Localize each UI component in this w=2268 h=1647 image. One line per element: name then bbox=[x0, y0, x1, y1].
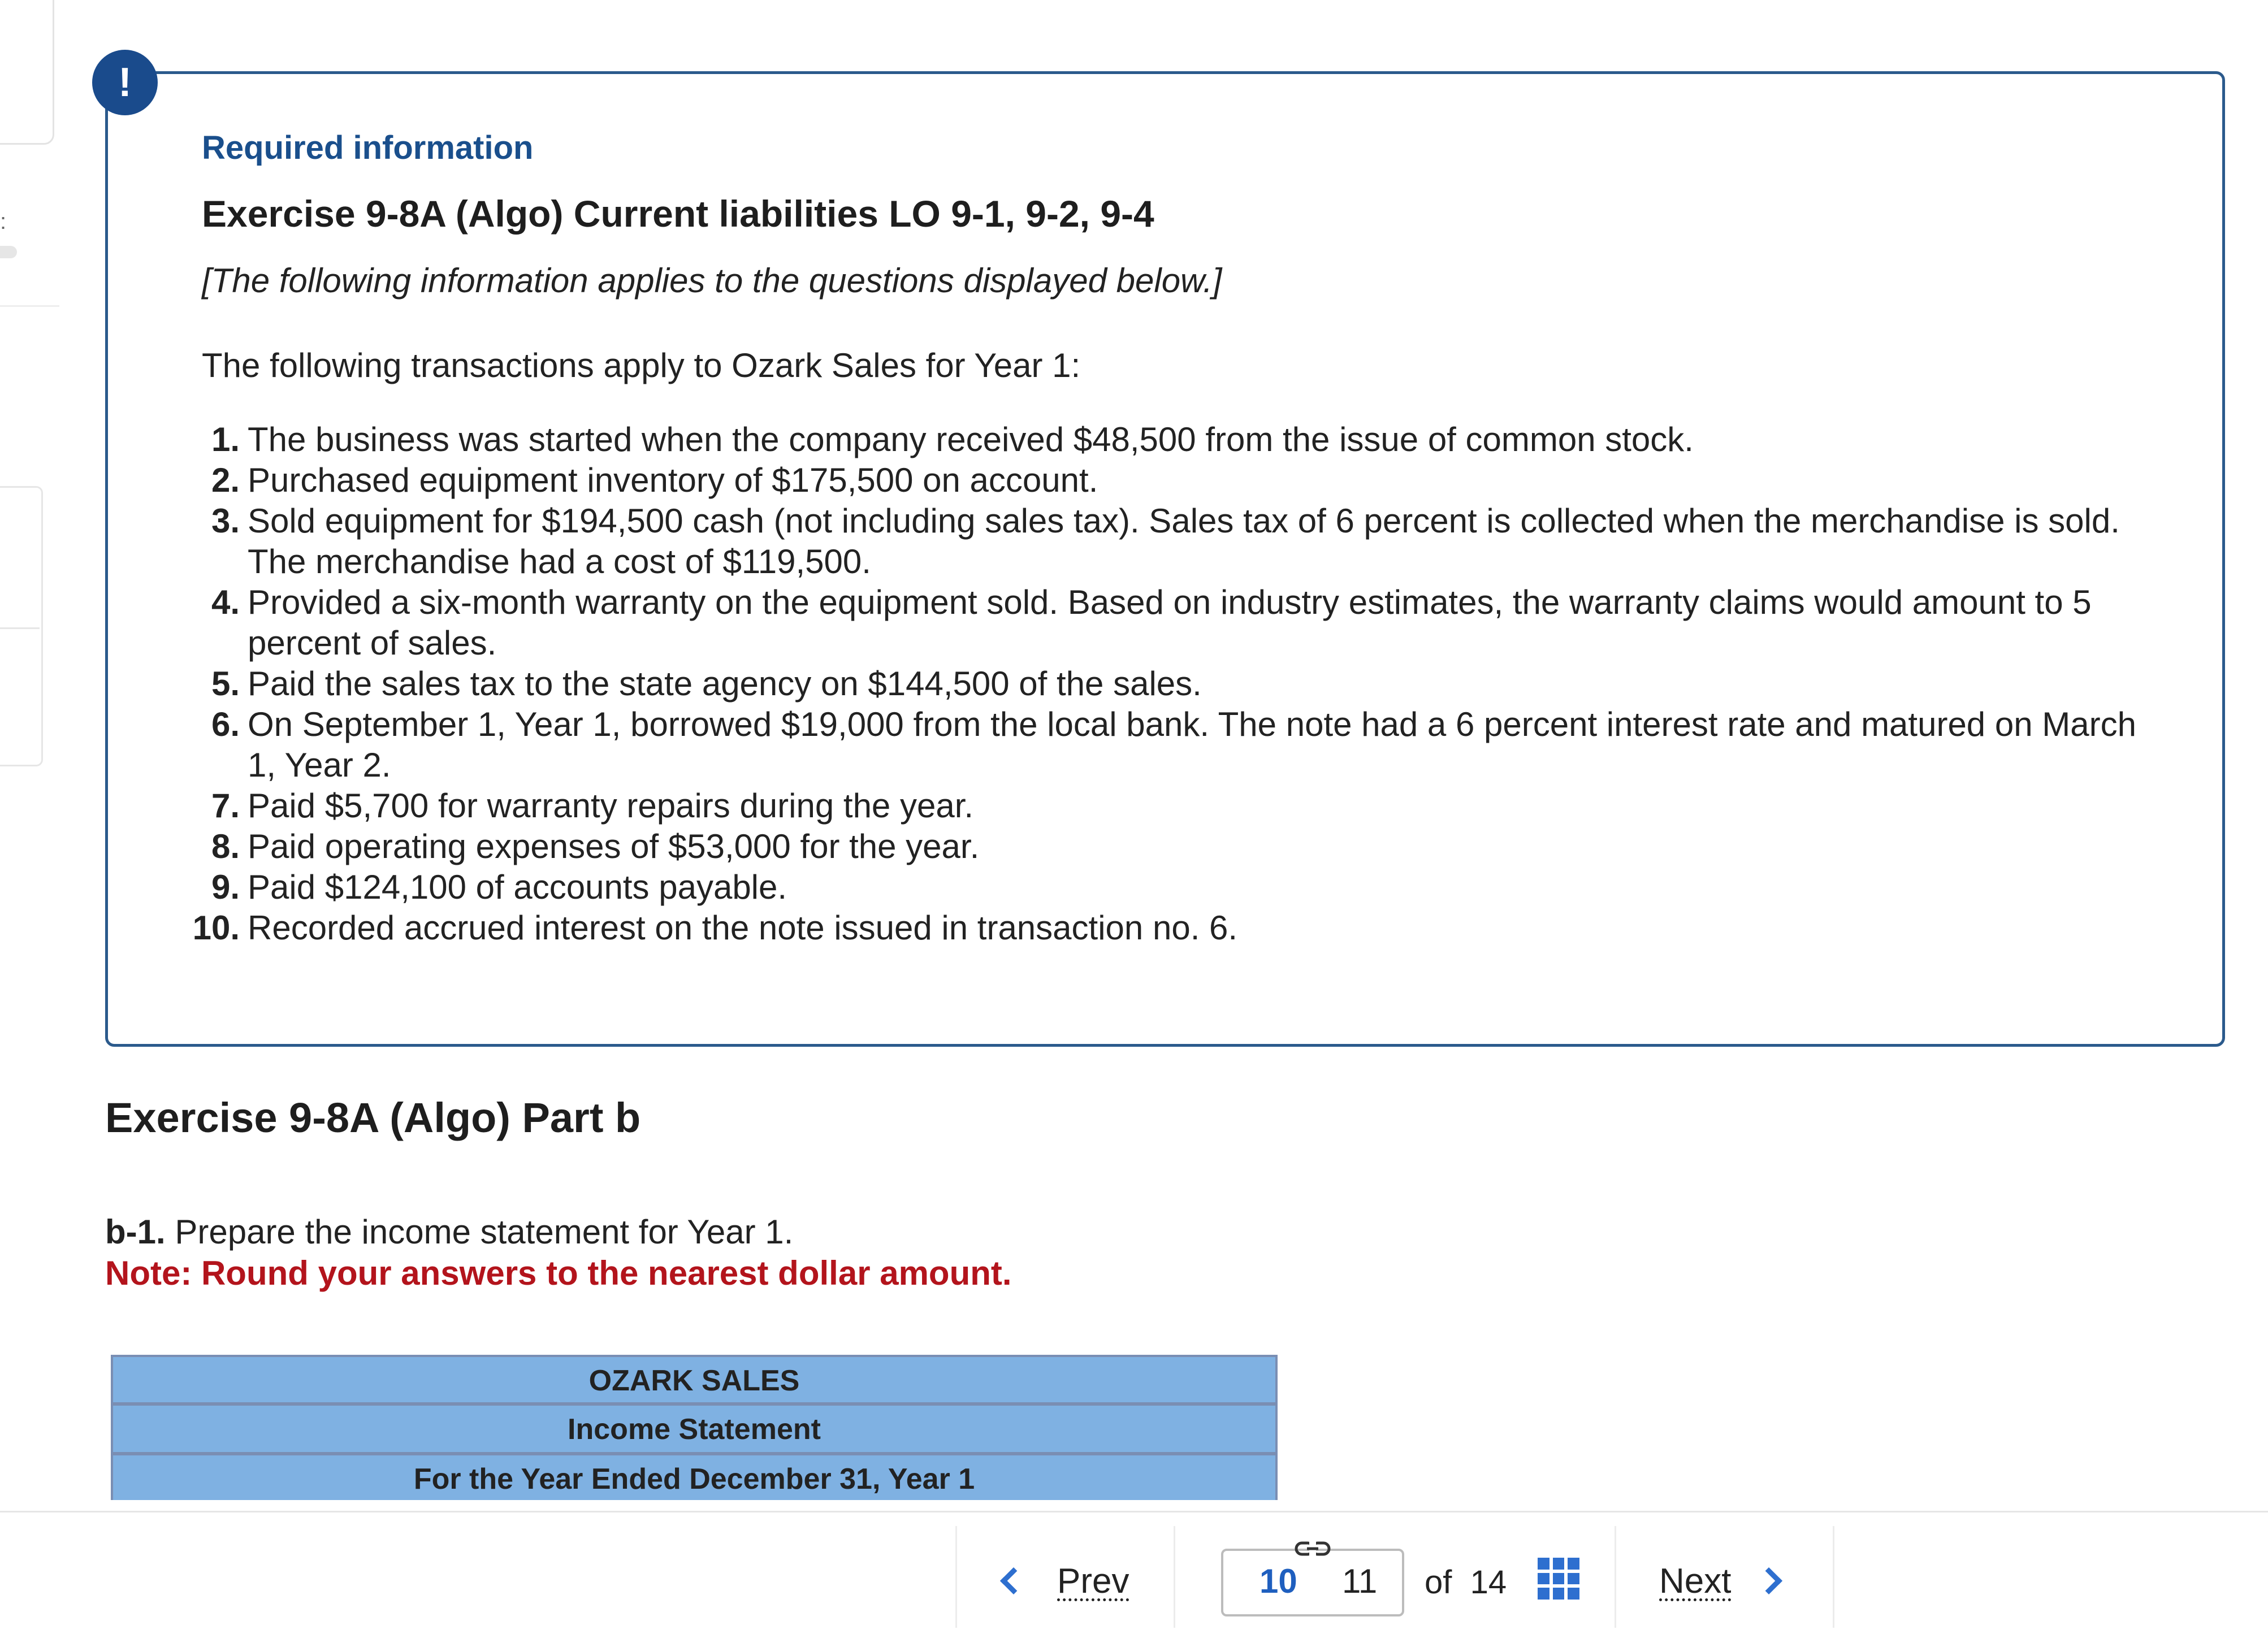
nav-divider bbox=[1833, 1526, 1834, 1628]
transaction-text: Paid operating expenses of $53,000 for the year. bbox=[248, 827, 980, 865]
side-panel-divider bbox=[0, 305, 59, 307]
required-information-heading: Required information bbox=[202, 129, 534, 166]
transaction-item bbox=[187, 419, 2165, 460]
transactions-intro: The following transactions apply to Ozark Sales for Year 1: bbox=[202, 346, 1081, 384]
chevron-right-icon bbox=[1755, 1567, 1782, 1594]
side-panel-card-divider bbox=[0, 627, 40, 629]
transaction-text: Purchased equipment inventory of $175,500 on account. bbox=[248, 461, 1098, 499]
transaction-item bbox=[187, 704, 2165, 786]
part-title: Exercise 9-8A (Algo) Part b bbox=[105, 1094, 641, 1141]
transaction-number: 5. bbox=[211, 665, 240, 703]
transaction-number: 7. bbox=[211, 787, 240, 825]
transaction-item bbox=[187, 908, 2165, 948]
transaction-number: 6. bbox=[211, 705, 240, 743]
transaction-number: 8. bbox=[211, 827, 240, 865]
transaction-number: 10. bbox=[192, 909, 240, 947]
alert-icon: ! bbox=[92, 50, 158, 115]
transaction-text: Paid $124,100 of accounts payable. bbox=[248, 868, 787, 906]
statement-name-header: Income Statement bbox=[111, 1405, 1278, 1454]
transaction-item bbox=[187, 664, 2165, 704]
page-count bbox=[1425, 1563, 1507, 1601]
transaction-item bbox=[187, 582, 2165, 664]
transaction-text: On September 1, Year 1, borrowed $19,000 from the local bank. The note had a 6 percent interest rate and matured on March 1, Year 2. bbox=[248, 705, 2136, 784]
total-pages: 14 bbox=[1470, 1564, 1507, 1601]
rounding-note: Note: Round your answers to the nearest dollar amount. bbox=[105, 1254, 1012, 1292]
transaction-text: Provided a six-month warranty on the equipment sold. Based on industry estimates, the warranty claims would amount to 5 percent of sales. bbox=[248, 583, 2092, 662]
link-icon bbox=[1295, 1538, 1331, 1559]
next-button[interactable] bbox=[1659, 1555, 1778, 1606]
transaction-item bbox=[187, 460, 2165, 501]
transaction-number: 3. bbox=[211, 502, 240, 540]
transaction-item bbox=[187, 501, 2165, 582]
nav-divider bbox=[955, 1526, 957, 1628]
income-statement-table bbox=[111, 1355, 1278, 1500]
side-panel-card bbox=[0, 0, 54, 145]
of-label: of bbox=[1425, 1564, 1452, 1601]
transaction-item bbox=[187, 826, 2165, 867]
current-page-number[interactable]: 10 bbox=[1259, 1562, 1297, 1600]
prev-button[interactable] bbox=[995, 1555, 1129, 1606]
b1-text: Prepare the income statement for Year 1. bbox=[165, 1213, 794, 1251]
next-page-number[interactable]: 11 bbox=[1342, 1562, 1378, 1600]
statement-company-header: OZARK SALES bbox=[111, 1355, 1278, 1405]
grid-icon[interactable] bbox=[1538, 1558, 1579, 1600]
side-panel-pill bbox=[0, 246, 17, 258]
statement-period-header: For the Year Ended December 31, Year 1 bbox=[111, 1454, 1278, 1500]
transaction-item bbox=[187, 786, 2165, 826]
next-label: Next bbox=[1659, 1561, 1732, 1601]
side-panel-mark: : bbox=[0, 209, 7, 234]
chevron-left-icon bbox=[1000, 1567, 1027, 1594]
nav-divider bbox=[1615, 1526, 1616, 1628]
transaction-number: 4. bbox=[211, 583, 240, 621]
transaction-number: 1. bbox=[211, 421, 240, 458]
transaction-text: Paid the sales tax to the state agency on $144,500 of the sales. bbox=[248, 665, 1202, 703]
transaction-number: 9. bbox=[211, 868, 240, 906]
transaction-item bbox=[187, 867, 2165, 908]
nav-divider bbox=[1174, 1526, 1175, 1628]
transaction-text: Recorded accrued interest on the note issued in transaction no. 6. bbox=[248, 909, 1238, 947]
b1-label: b-1. bbox=[105, 1213, 166, 1251]
b1-instruction bbox=[105, 1212, 793, 1251]
transaction-text: The business was started when the company received $48,500 from the issue of common stock. bbox=[248, 421, 1694, 458]
transaction-text: Paid $5,700 for warranty repairs during the year. bbox=[248, 787, 974, 825]
applies-note: [The following information applies to the questions displayed below.] bbox=[202, 262, 1222, 300]
side-panel-card-lower bbox=[0, 486, 43, 766]
prev-label: Prev bbox=[1057, 1561, 1129, 1601]
exercise-title: Exercise 9-8A (Algo) Current liabilities LO 9-1, 9-2, 9-4 bbox=[202, 193, 1154, 235]
transactions-list bbox=[187, 419, 2165, 948]
transaction-text: Sold equipment for $194,500 cash (not including sales tax). Sales tax of 6 percent is collected when the merchandise is sold. The merchandise had a cost of $119,500. bbox=[248, 502, 2120, 580]
transaction-number: 2. bbox=[211, 461, 240, 499]
bottom-navigation bbox=[0, 1511, 2268, 1647]
